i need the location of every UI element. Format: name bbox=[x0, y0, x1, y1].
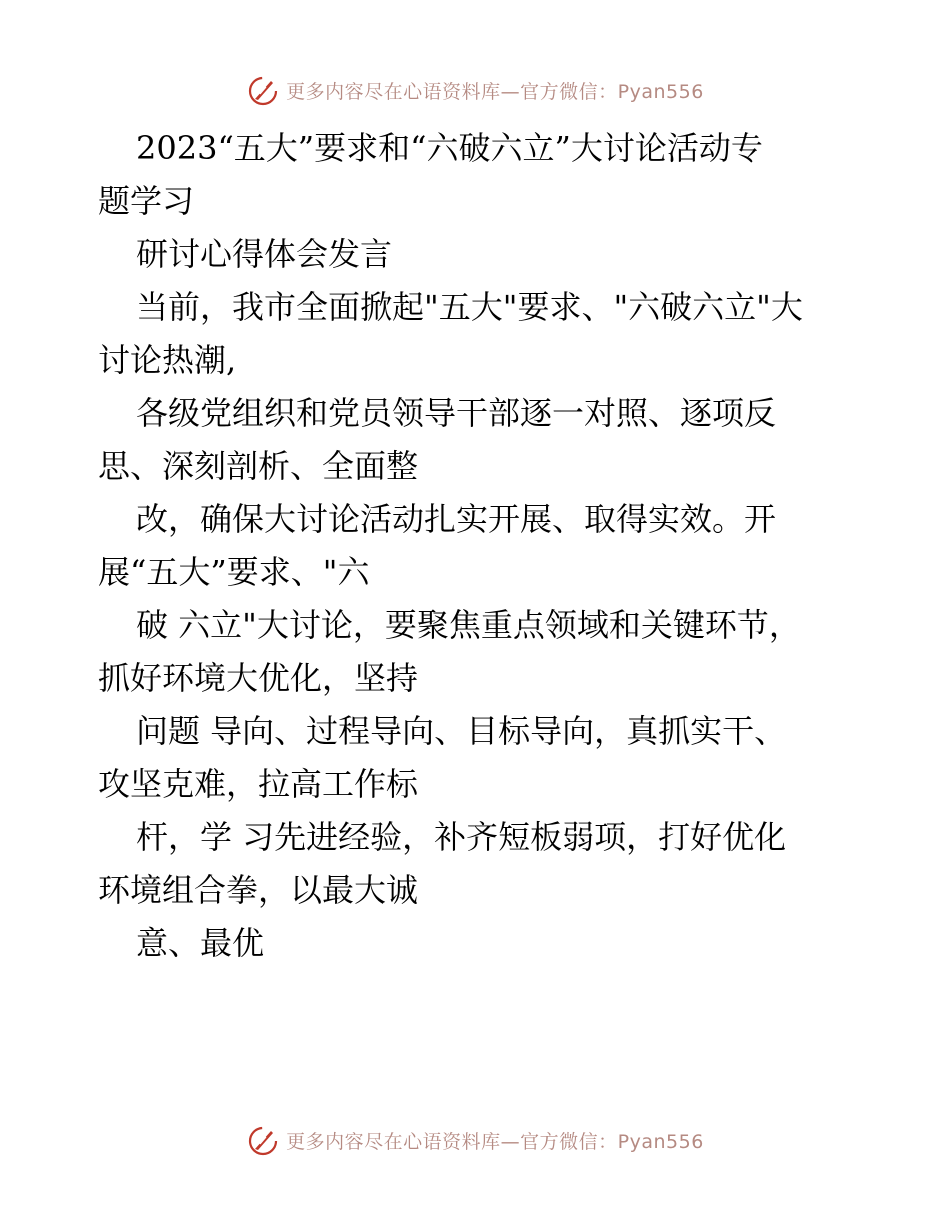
text-line: 问题 导向、过程导向、目标导向，真抓实干、 bbox=[136, 712, 787, 750]
title-line-1: 2023“五大”要求和“六破六立”大讨论活动专 bbox=[136, 129, 763, 167]
document-body bbox=[98, 122, 858, 970]
text-line: 破 六立"大讨论，要聚焦重点领域和关键环节， bbox=[136, 606, 801, 644]
text-line: 攻坚克难，拉高工作标 bbox=[98, 765, 419, 803]
text-line: 思、深刻剖析、全面整 bbox=[98, 447, 419, 485]
text-line: 展“五大”要求、"六 bbox=[98, 553, 370, 591]
text-line: 各级党组织和党员领导干部逐一对照、逐项反 bbox=[136, 394, 777, 432]
quill-pen-logo-icon bbox=[246, 73, 280, 107]
footer-banner bbox=[0, 1120, 950, 1160]
subtitle-line: 研讨心得体会发言 bbox=[136, 235, 393, 273]
header-banner-text: 更多内容尽在心语资料库—官方微信：Pyan556 bbox=[286, 80, 704, 103]
text-line: 意、最优 bbox=[136, 924, 265, 962]
header-banner bbox=[0, 70, 950, 110]
footer-banner-text: 更多内容尽在心语资料库—官方微信：Pyan556 bbox=[286, 1130, 704, 1153]
text-line: 环境组合拳，以最大诚 bbox=[98, 871, 419, 909]
text-line: 杆，学 习先进经验，补齐短板弱项，打好优化 bbox=[136, 818, 787, 856]
quill-pen-logo-icon bbox=[246, 1123, 280, 1157]
text-line: 讨论热潮, bbox=[98, 341, 237, 379]
text-line: 抓好环境大优化，坚持 bbox=[98, 659, 419, 697]
text-line: 当前，我市全面掀起"五大"要求、"六破六立"大 bbox=[136, 288, 803, 326]
text-line: 改，确保大讨论活动扎实开展、取得实效。开 bbox=[136, 500, 777, 538]
title-line-2: 题学习 bbox=[98, 182, 195, 220]
